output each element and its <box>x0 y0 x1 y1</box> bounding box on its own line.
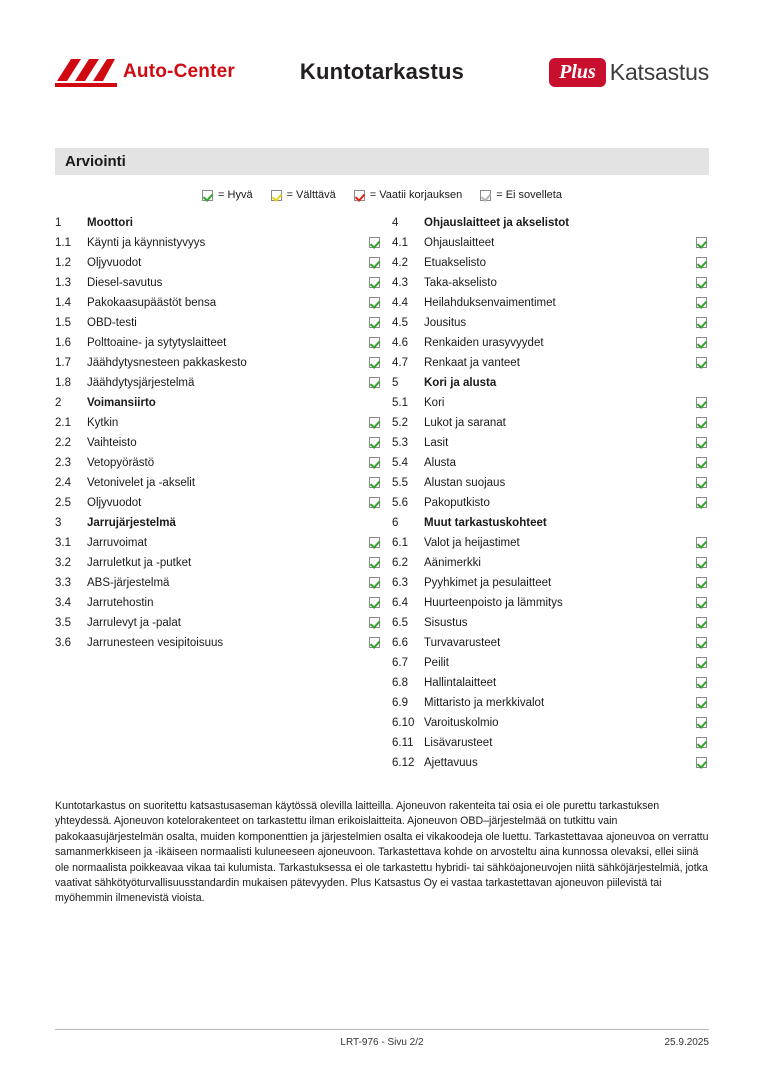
checklist-row-label: Muut tarkastuskohteet <box>424 517 547 529</box>
checklist-row-label: Ohjauslaitteet <box>424 237 495 249</box>
checkbox-green-icon[interactable] <box>369 537 380 548</box>
katsastus-wordmark: Katsastus <box>609 58 709 85</box>
checkbox-green-icon[interactable] <box>696 497 707 508</box>
checklist-row-label: Renkaat ja vanteet <box>424 357 520 369</box>
checkbox-green-icon[interactable] <box>696 297 707 308</box>
autocenter-logo <box>55 55 285 89</box>
checklist-row-number: 3.6 <box>55 637 71 649</box>
checklist-row <box>55 413 382 433</box>
checkbox-green-icon[interactable] <box>696 317 707 328</box>
checklist-row <box>55 633 382 653</box>
checklist-row <box>392 473 709 493</box>
checklist-column-right <box>382 213 709 773</box>
checkbox-green-icon[interactable] <box>369 237 380 248</box>
checklist-row-label: Heilahduksenvaimentimet <box>424 297 556 309</box>
checklist-row-number: 3 <box>55 517 62 529</box>
checklist-row-label: Lisävarusteet <box>424 737 493 749</box>
checklist-row <box>55 293 382 313</box>
checklist-row-number: 6.10 <box>392 717 415 729</box>
checklist-row-number: 6.7 <box>392 657 408 669</box>
checklist-row-checkbox[interactable] <box>691 637 709 649</box>
checklist-row-checkbox[interactable] <box>691 297 709 309</box>
checklist-row-label: Diesel-savutus <box>87 277 163 289</box>
checklist-row <box>392 573 709 593</box>
checklist-row-number: 1.7 <box>55 357 71 369</box>
checklist-row-checkbox[interactable] <box>691 257 709 269</box>
checklist-row <box>392 753 709 773</box>
checklist-row <box>55 333 382 353</box>
checklist-row-number: 1.6 <box>55 337 71 349</box>
checklist-row <box>392 593 709 613</box>
checklist-row-number: 5.4 <box>392 457 408 469</box>
checkbox-yellow-icon <box>271 190 282 201</box>
checklist-row-checkbox[interactable] <box>691 437 709 449</box>
checklist-row <box>55 273 382 293</box>
checklist-row-label: Huurteenpoisto ja lämmitys <box>424 597 563 609</box>
checklist-row-checkbox[interactable] <box>691 717 709 729</box>
checklist-row-number: 4.4 <box>392 297 408 309</box>
checklist-row <box>392 233 709 253</box>
checklist-row-label: Mittaristo ja merkkivalot <box>424 697 545 709</box>
checklist-row-label: Jarrulevyt ja -palat <box>87 617 181 629</box>
checklist-row-label: Sisustus <box>424 617 468 629</box>
checklist-row-number: 6.3 <box>392 577 408 589</box>
checklist-row-checkbox[interactable] <box>691 497 709 509</box>
checklist-row-label: Varoituskolmio <box>424 717 499 729</box>
checklist-row-checkbox[interactable] <box>691 677 709 689</box>
checklist-row-number: 2.3 <box>55 457 71 469</box>
checklist-row-number: 2.4 <box>55 477 71 489</box>
checkbox-green-icon[interactable] <box>696 677 707 688</box>
checklist-row-checkbox[interactable] <box>691 557 709 569</box>
checklist-row-number: 1 <box>55 217 62 229</box>
checklist-row-label: Öljyvuodot <box>87 497 142 509</box>
checklist-row-number: 6.2 <box>392 557 408 569</box>
checklist-row-number: 1.1 <box>55 237 71 249</box>
checklist-row <box>392 453 709 473</box>
checklist-row <box>392 433 709 453</box>
checklist-row-checkbox[interactable] <box>364 437 382 449</box>
checklist-row-checkbox[interactable] <box>691 757 709 769</box>
checklist-row-label: OBD-testi <box>87 317 137 329</box>
checklist-row-number: 6.8 <box>392 677 408 689</box>
checklist-row-checkbox[interactable] <box>691 737 709 749</box>
checklist-row <box>55 573 382 593</box>
checkbox-green-icon[interactable] <box>369 477 380 488</box>
checklist-group-header <box>55 213 382 233</box>
checkbox-green-icon[interactable] <box>696 697 707 708</box>
checkbox-green-icon[interactable] <box>696 657 707 668</box>
checklist-row-checkbox[interactable] <box>364 617 382 629</box>
checklist-row-checkbox[interactable] <box>364 477 382 489</box>
checklist-row <box>392 673 709 693</box>
checklist-row-label: Jarruletkut ja -putket <box>87 557 192 569</box>
checklist-row <box>392 293 709 313</box>
checklist-row-number: 2.1 <box>55 417 71 429</box>
page-title: Kuntotarkastus <box>299 59 465 84</box>
checklist-row <box>392 273 709 293</box>
section-header-arviointi <box>55 148 709 175</box>
checklist-row-number: 3.4 <box>55 597 71 609</box>
checkbox-green-icon[interactable] <box>696 357 707 368</box>
checklist-row-label: Pyyhkimet ja pesulaitteet <box>424 577 552 589</box>
checklist-row-number: 6.9 <box>392 697 408 709</box>
checklist-row-number: 1.4 <box>55 297 71 309</box>
checklist-row-label: Jäähdytysjärjestelmä <box>87 377 195 389</box>
checklist-row-checkbox[interactable] <box>364 377 382 389</box>
checklist-row-number: 1.2 <box>55 257 71 269</box>
checklist-row-number: 4.5 <box>392 317 408 329</box>
checklist-row-checkbox[interactable] <box>691 577 709 589</box>
checklist-row-number: 2 <box>55 397 62 409</box>
checklist-row-checkbox[interactable] <box>364 637 382 649</box>
checklist-row-label: Polttoaine- ja sytytyslaitteet <box>87 337 227 349</box>
checklist-row-label: Jousitus <box>424 317 467 329</box>
checkbox-green-icon[interactable] <box>369 337 380 348</box>
checklist-row-checkbox[interactable] <box>691 317 709 329</box>
checklist-row-number: 2.5 <box>55 497 71 509</box>
checklist-row-number: 4.3 <box>392 277 408 289</box>
checkbox-green-icon <box>202 190 213 201</box>
footer-date: 25.9.2025 <box>664 1037 709 1048</box>
checklist-group-header <box>392 213 709 233</box>
checklist-row <box>392 353 709 373</box>
checklist-row-number: 4.2 <box>392 257 408 269</box>
checklist-row-number: 5.6 <box>392 497 408 509</box>
checklist-row-number: 1.8 <box>55 377 71 389</box>
checklist-row <box>392 653 709 673</box>
checklist-row-label: Kytkin <box>87 417 119 429</box>
checkbox-green-icon[interactable] <box>696 397 707 408</box>
checkbox-green-icon[interactable] <box>696 437 707 448</box>
footer-page-info: LRT-976 - Sivu 2/2 <box>340 1037 424 1048</box>
checklist-column-left <box>55 213 382 773</box>
checklist-row-label: Jäähdytysnesteen pakkaskesto <box>87 357 247 369</box>
checkbox-green-icon[interactable] <box>696 457 707 468</box>
legend <box>55 189 709 201</box>
checklist-row-checkbox[interactable] <box>364 457 382 469</box>
checkbox-green-icon[interactable] <box>369 457 380 468</box>
checklist-row <box>392 493 709 513</box>
checklist-row <box>55 313 382 333</box>
checklist-row-checkbox[interactable] <box>364 337 382 349</box>
checklist-row-label: Kori ja alusta <box>424 377 497 389</box>
checklist-row-label: Vetopyörästö <box>87 457 155 469</box>
checklist-group-header <box>392 373 709 393</box>
checkbox-green-icon[interactable] <box>696 237 707 248</box>
checklist-row <box>392 613 709 633</box>
checkbox-green-icon[interactable] <box>696 737 707 748</box>
checklist-row <box>392 393 709 413</box>
checklist-row-label: Ajettavuus <box>424 757 478 769</box>
legend-item-valttava <box>271 189 336 201</box>
checklist-row-number: 2.2 <box>55 437 71 449</box>
checklist-row-number: 3.1 <box>55 537 71 549</box>
checklist-row-checkbox[interactable] <box>691 477 709 489</box>
checklist-row-checkbox[interactable] <box>691 337 709 349</box>
checkbox-green-icon[interactable] <box>696 257 707 268</box>
checklist-row-label: Öljyvuodot <box>87 257 142 269</box>
checklist-row-label: Valot ja heijastimet <box>424 537 520 549</box>
checklist-row <box>55 593 382 613</box>
checklist-row-label: Moottori <box>87 217 133 229</box>
legend-label: = Ei sovelleta <box>496 189 562 201</box>
checkbox-green-icon[interactable] <box>696 757 707 768</box>
checkbox-green-icon[interactable] <box>369 277 380 288</box>
checklist-row-label: Hallintalaitteet <box>424 677 497 689</box>
checklist-row-number: 5.5 <box>392 477 408 489</box>
checkbox-green-icon[interactable] <box>369 297 380 308</box>
checklist-row-checkbox[interactable] <box>364 297 382 309</box>
checklist-row-label: Taka-akselisto <box>424 277 497 289</box>
checklist-row-number: 5.3 <box>392 437 408 449</box>
checklist-row-label: Jarrunesteen vesipitoisuus <box>87 637 224 649</box>
checklist-row-checkbox[interactable] <box>364 417 382 429</box>
checklist-row-checkbox[interactable] <box>364 577 382 589</box>
checklist-row-checkbox[interactable] <box>364 537 382 549</box>
checklist-row-checkbox[interactable] <box>691 457 709 469</box>
checklist-row-number: 3.2 <box>55 557 71 569</box>
checklist-row-number: 6.4 <box>392 597 408 609</box>
checklist-row-number: 6.1 <box>392 537 408 549</box>
checklist-row-checkbox[interactable] <box>691 537 709 549</box>
checklist-row <box>392 733 709 753</box>
checklist-row-label: Peilit <box>424 657 449 669</box>
checkbox-green-icon[interactable] <box>369 577 380 588</box>
checkbox-green-icon[interactable] <box>369 637 380 648</box>
checklist-row-label: Käynti ja käynnistyvyys <box>87 237 206 249</box>
checkbox-green-icon[interactable] <box>369 317 380 328</box>
checklist-row-label: Lasit <box>424 437 449 449</box>
checklist-row-label: Jarrutehostin <box>87 597 154 609</box>
checklist-row-number: 1.3 <box>55 277 71 289</box>
checklist-row-checkbox[interactable] <box>691 357 709 369</box>
checklist-row-checkbox[interactable] <box>364 237 382 249</box>
legend-item-vaatii-korjauksen <box>354 189 462 201</box>
checkbox-green-icon[interactable] <box>696 557 707 568</box>
checklist-row-number: 5 <box>392 377 399 389</box>
checklist-row-number: 6 <box>392 517 399 529</box>
checkbox-green-icon[interactable] <box>369 497 380 508</box>
checkbox-green-icon[interactable] <box>696 417 707 428</box>
checklist-row-label: Renkaiden urasyvyydet <box>424 337 544 349</box>
checkbox-green-icon[interactable] <box>696 717 707 728</box>
checklist-row-checkbox[interactable] <box>691 617 709 629</box>
checklist-row-checkbox[interactable] <box>691 597 709 609</box>
autocenter-wordmark: Auto-Center <box>123 61 235 82</box>
pluskatsastus-logo <box>479 58 709 87</box>
checklist-row-checkbox[interactable] <box>691 397 709 409</box>
checklist-row-checkbox[interactable] <box>364 317 382 329</box>
checklist-row <box>55 433 382 453</box>
checklist-row-number: 6.11 <box>392 737 414 749</box>
checklist-row-label: ABS-järjestelmä <box>87 577 170 589</box>
checklist-row-checkbox[interactable] <box>364 357 382 369</box>
checkbox-green-icon[interactable] <box>369 437 380 448</box>
checklist-row <box>55 473 382 493</box>
checklist-row <box>392 533 709 553</box>
checkbox-green-icon[interactable] <box>696 337 707 348</box>
checkbox-red-icon <box>354 190 365 201</box>
checklist-row-label: Pakokaasupäästöt bensa <box>87 297 217 309</box>
checklist-row-label: Lukot ja saranat <box>424 417 506 429</box>
checklist-row-number: 5.2 <box>392 417 408 429</box>
checklist-row-number: 4 <box>392 217 399 229</box>
checklist-row <box>55 373 382 393</box>
checklist-group-header <box>55 513 382 533</box>
checklist-row-label: Alustan suojaus <box>424 477 506 489</box>
checklist-row-number: 5.1 <box>392 397 408 409</box>
checkbox-green-icon[interactable] <box>369 557 380 568</box>
checklist-row-checkbox[interactable] <box>691 277 709 289</box>
checklist-row <box>392 553 709 573</box>
checklist-row <box>392 693 709 713</box>
legend-label: = Vaatii korjauksen <box>369 189 463 201</box>
checklist-row-checkbox[interactable] <box>364 277 382 289</box>
checkbox-green-icon[interactable] <box>696 617 707 628</box>
checkbox-green-icon[interactable] <box>696 597 707 608</box>
checklist-row <box>55 453 382 473</box>
checkbox-green-icon[interactable] <box>696 637 707 648</box>
checklist-row <box>55 493 382 513</box>
checklist-row-number: 4.6 <box>392 337 408 349</box>
checklist-row-label: Alusta <box>424 457 456 469</box>
checklist-row <box>392 713 709 733</box>
checklist-row-number: 3.5 <box>55 617 71 629</box>
checklist-row-checkbox[interactable] <box>691 697 709 709</box>
checkbox-green-icon[interactable] <box>696 477 707 488</box>
disclaimer-text: Kuntotarkastus on suoritettu katsastusaseman käytössä olevilla laitteilla. Ajoneuvon rakenteita tai osia ei ole purettu tarkastuksen yhteydessä. Ajoneuvon kotelorakenteet on tarkastettu ilman erikoislaitteita. Ajoneuvon OBD–järjestelmää on tutkittu vain pakokaasujärjestelmän osalta, muiden komponenttien ja järjestelmien osalta ei vikakoodeja ole luettu. Tarkastettavaa ajoneuvoa on verrattu samanmerkkiseen ja -ikäiseen normaalisti kuluneeseen ajoneuvoon. Tarkastettava kohde on arvosteltu aina kunnossa olevaksi, ellei siinä ole normaalista poikkeavaa vikaa tai kulumista. Tarkastuksessa ei ole tarkastettu hybridi- tai sähköajoneuvojen niitä sähköjärjestelmiä, jotka vaativat sähkötyöturvallisuusstandardin mukaisen pätevyyden. Plus Katsastus Oy ei vastaa tarkastettavan ajoneuvon piilevistä tai myöhemmin ilmenevistä vioista. <box>55 800 709 905</box>
checklist-row-checkbox[interactable] <box>364 497 382 509</box>
checklist-row-label: Kori <box>424 397 445 409</box>
checklist-row-label: Ohjauslaitteet ja akselistot <box>424 217 570 229</box>
checklist-row-number: 6.5 <box>392 617 408 629</box>
checklist-row-label: Äänimerkki <box>424 557 481 569</box>
checklist-row-checkbox[interactable] <box>691 417 709 429</box>
checklist-row <box>392 633 709 653</box>
checklist-row <box>55 233 382 253</box>
page-footer <box>55 1029 709 1048</box>
checklist-group-header <box>392 513 709 533</box>
checklist-row <box>392 313 709 333</box>
checklist-row-checkbox[interactable] <box>364 257 382 269</box>
checklist-row <box>55 553 382 573</box>
checkbox-green-icon[interactable] <box>696 537 707 548</box>
checkbox-green-icon[interactable] <box>696 277 707 288</box>
checklist-row-label: Jarrujärjestelmä <box>87 517 176 529</box>
checkbox-green-icon[interactable] <box>369 357 380 368</box>
checklist-row-label: Voimansiirto <box>87 397 156 409</box>
checkbox-green-icon[interactable] <box>696 577 707 588</box>
checklist-row-number: 6.12 <box>392 757 415 769</box>
checklist-row-label: Vetonivelet ja -akselit <box>87 477 196 489</box>
section-title: Arviointi <box>65 153 126 170</box>
checkbox-green-icon[interactable] <box>369 617 380 628</box>
checklist-row <box>55 613 382 633</box>
legend-item-hyva <box>202 189 253 201</box>
checkbox-green-icon[interactable] <box>369 417 380 428</box>
checklist-row-number: 6.6 <box>392 637 408 649</box>
checklist-row <box>392 413 709 433</box>
checklist-row-checkbox[interactable] <box>364 597 382 609</box>
checklist-row <box>55 353 382 373</box>
checklist-row <box>55 533 382 553</box>
plus-badge: Plus <box>549 58 606 87</box>
checkbox-green-icon[interactable] <box>369 597 380 608</box>
checklist-group-header <box>55 393 382 413</box>
checklist-row <box>392 333 709 353</box>
checklist-row-label: Etuakselisto <box>424 257 487 269</box>
checklist <box>55 213 709 773</box>
checklist-row-checkbox[interactable] <box>691 237 709 249</box>
legend-item-ei-sovelleta <box>480 189 562 201</box>
ac-logo-icon <box>55 55 117 89</box>
legend-label: = Hyvä <box>218 189 253 201</box>
checklist-row-checkbox[interactable] <box>364 557 382 569</box>
checklist-row-label: Pakoputkisto <box>424 497 490 509</box>
checklist-row-number: 4.1 <box>392 237 408 249</box>
checklist-row-number: 3.3 <box>55 577 71 589</box>
checklist-row-number: 1.5 <box>55 317 71 329</box>
checklist-row-checkbox[interactable] <box>691 657 709 669</box>
checklist-row-label: Turvavarusteet <box>424 637 501 649</box>
checklist-row <box>55 253 382 273</box>
checklist-row-label: Jarruvoimat <box>87 537 148 549</box>
checklist-row-number: 4.7 <box>392 357 408 369</box>
checkbox-green-icon[interactable] <box>369 257 380 268</box>
checkbox-gray-icon <box>480 190 491 201</box>
checkbox-green-icon[interactable] <box>369 377 380 388</box>
checklist-row-label: Vaihteisto <box>87 437 137 449</box>
document-header <box>55 0 709 118</box>
checklist-row <box>392 253 709 273</box>
legend-label: = Välttävä <box>286 189 336 201</box>
